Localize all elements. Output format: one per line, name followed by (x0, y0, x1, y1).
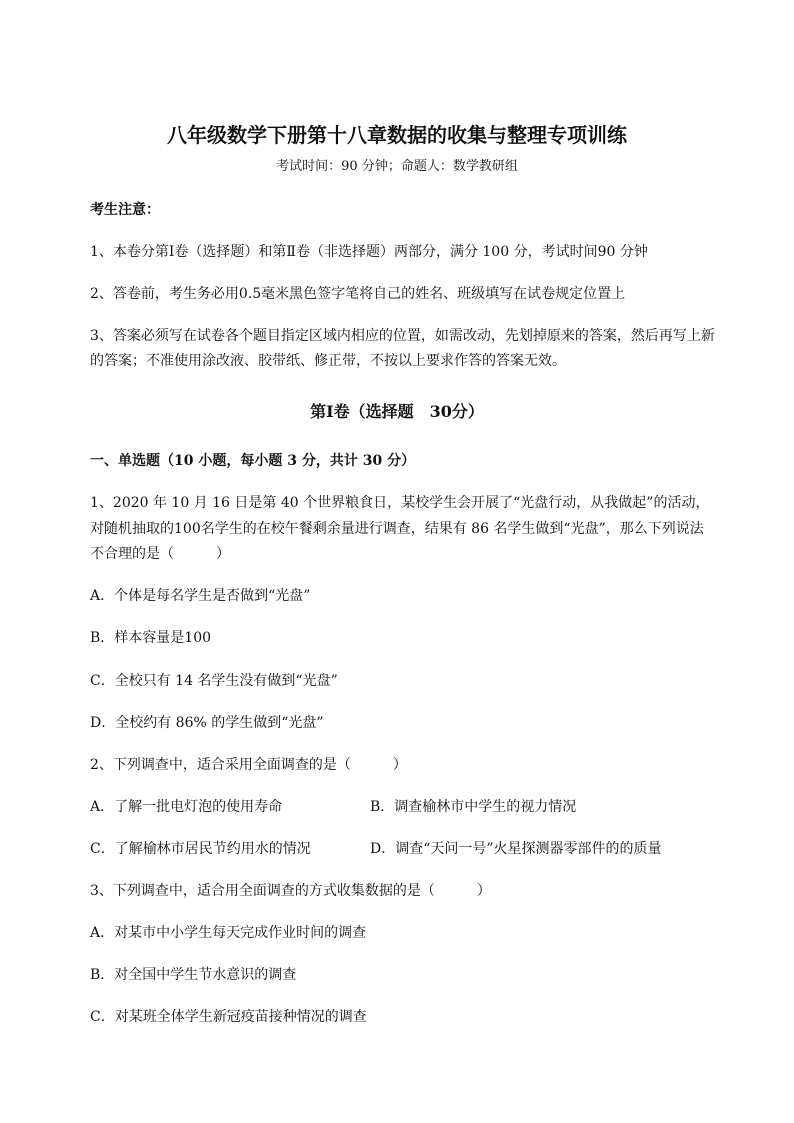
question-1-option-c: C．全校只有 14 名学生没有做到“光盘” (90, 673, 338, 689)
question-3-option-c: C．对某班全体学生新冠疫苗接种情况的调查 (90, 1009, 367, 1025)
question-2-option-a: A．了解一批电灯泡的使用寿命 (90, 799, 283, 815)
document-title: 八年级数学下册第十八章数据的收集与整理专项训练 (167, 123, 627, 147)
notice-heading: 考生注意： (90, 202, 160, 218)
question-1-stem-line-2: 对随机抽取的100名学生的在校午餐剩余量进行调查，结果有 86 名学生做到“光盘”，那么下列说法 (90, 521, 704, 537)
notice-item-1: 1、本卷分第Ⅰ卷（选择题）和第Ⅱ卷（非选择题）两部分，满分 100 分，考试时间90 分钟 (90, 244, 648, 260)
question-2-option-c: C．了解榆林市居民节约用水的情况 (90, 841, 311, 857)
question-2-stem: 2、下列调查中，适合采用全面调查的是（ ） (90, 757, 407, 773)
part1-title: 第Ⅰ卷（选择题 30分） (310, 402, 484, 421)
section-heading: 一、单选题（10 小题，每小题 3 分，共计 30 分） (90, 453, 416, 469)
question-1-stem-line-3: 不合理的是（ ） (90, 546, 230, 562)
notice-item-3: 3、答案必须写在试卷各个题目指定区域内相应的位置，如需改动，先划掉原来的答案，然后再写上新 (90, 328, 715, 344)
question-1-option-d: D．全校约有 86% 的学生做到“光盘” (90, 715, 324, 731)
question-3-option-b: B．对全国中学生节水意识的调查 (90, 967, 297, 983)
question-3-stem: 3、下列调查中，适合用全面调查的方式收集数据的是（ ） (90, 883, 491, 899)
notice-item-3-continued: 的答案；不准使用涂改液、胶带纸、修正带，不按以上要求作答的答案无效。 (90, 353, 566, 369)
notice-item-2: 2、答卷前，考生务必用0.5毫米黑色签字笔将自己的姓名、班级填写在试卷规定位置上 (90, 286, 626, 302)
question-2-option-b: B．调查榆林市中学生的视力情况 (370, 799, 577, 815)
question-2-option-d: D．调查“天问一号”火星探测器零部件的的质量 (370, 841, 662, 857)
question-1-option-a: A．个体是每名学生是否做到“光盘” (90, 588, 311, 604)
question-1-stem-line-1: 1、2020 年 10 月 16 日是第 40 个世界粮食日，某校学生会开展了“光盘行动，从我做起”的活动， (90, 495, 710, 511)
question-3-option-a: A．对某市中小学生每天完成作业时间的调查 (90, 925, 367, 941)
question-1-option-b: B．样本容量是100 (90, 630, 212, 646)
document-subtitle: 考试时间：90 分钟；命题人：数学教研组 (276, 159, 518, 174)
